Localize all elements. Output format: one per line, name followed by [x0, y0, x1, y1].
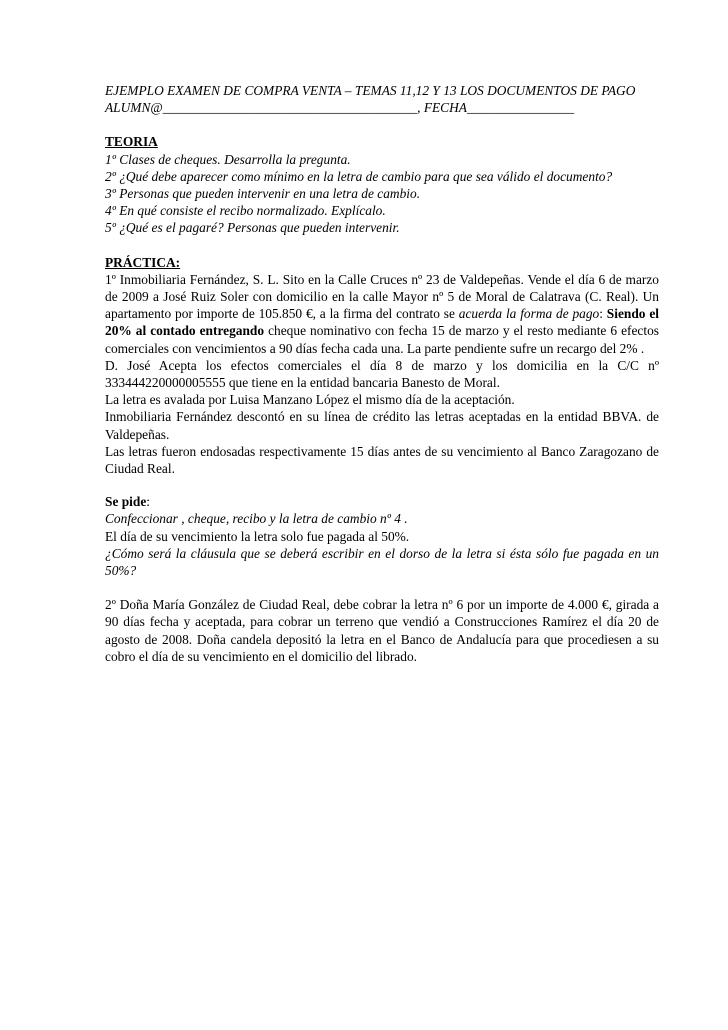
practica-paragraph-1	[105, 271, 659, 357]
practica-heading: PRÁCTICA:	[105, 254, 181, 270]
se-pide-item-2: El día de su vencimiento la letra solo fue pagada al 50%.	[105, 528, 410, 544]
ejercicio-2-paragraph: 2º Doña María González de Ciudad Real, debe cobrar la letra nº 6 por un importe de 4.000 €, girada a 90 días fecha y aceptada, para cobrar un terreno que vendió a Construcciones Ramírez el día 20 de agosto de 2008. Doña candela depositó la letra en el Banco de Andalucía para que procediesen a su cobro el día de su vencimiento en el domicilio del librado.	[105, 597, 659, 664]
se-pide-line	[105, 493, 659, 510]
teoria-question-3: 3º Personas que pueden intervenir en una letra de cambio.	[105, 186, 421, 202]
se-pide-colon: :	[146, 494, 151, 510]
practica-p1-text-e: cheque nominativo con fecha 15 de marzo y el resto mediante 6 efectos comerciales con vencimientos a 90 días fecha cada una. La parte pendiente sufre un recargo del 2% .	[105, 323, 659, 356]
teoria-question-5: 5º ¿Qué es el pagaré? Personas que pueden intervenir.	[105, 220, 400, 236]
student-date-line: ALUMN@______________________________________, FECHA________________	[105, 100, 575, 116]
document-page	[105, 82, 659, 665]
teoria-question-2: 2º ¿Qué debe aparecer como mínimo en la letra de cambio para que sea válido el documento?	[105, 168, 613, 184]
se-pide-heading: Se pide	[105, 494, 147, 510]
se-pide-item-3: ¿Cómo será la cláusula que se deberá escribir en el dorso de la letra si ésta sólo fue pagada en un 50%?	[105, 545, 659, 579]
practica-p1-payment-phrase: acuerda la forma de pago	[458, 306, 600, 322]
practica-paragraph-3: La letra es avalada por Luisa Manzano López el mismo día de la aceptación.	[105, 392, 515, 408]
se-pide-item-1: Confeccionar , cheque, recibo y la letra de cambio nº 4 .	[105, 511, 408, 527]
teoria-question-1: 1º Clases de cheques. Desarrolla la pregunta.	[105, 151, 351, 167]
practica-p1-text-a: 1º Inmobiliaria Fernández, S. L. Sito en la Calle Cruces nº 23 de Valdepeñas. Vende el día 6 de marzo de 2009 a José Ruiz Soler con domicilio en la calle Mayor nº 5 de Moral de Calatrava (C. Real). Un apartamento por importe de 105.850 €, a la firma del contrato se	[105, 271, 659, 322]
exam-title: EJEMPLO EXAMEN DE COMPRA VENTA – TEMAS 11,12 Y 13 LOS DOCUMENTOS DE PAGO	[105, 83, 636, 98]
practica-paragraph-5: Las letras fueron endosadas respectivamente 15 días antes de su vencimiento al Banco Zaragozano de Ciudad Real.	[105, 443, 659, 477]
practica-p1-bold-phrase: Siendo el 20% al contado entregando	[105, 306, 659, 339]
practica-paragraph-2: D. José Acepta los efectos comerciales el día 8 de marzo y los domicilia en la C/C nº 333444220000005555 que tiene en la entidad bancaria Banesto de Moral.	[105, 357, 659, 391]
practica-paragraph-4: Inmobiliaria Fernández descontó en su línea de crédito las letras aceptadas en la entidad BBVA. de Valdepeñas.	[105, 409, 659, 442]
teoria-question-4: 4º En qué consiste el recibo normalizado. Explícalo.	[105, 203, 386, 219]
teoria-heading: TEORIA	[105, 134, 158, 150]
practica-p1-colon: :	[599, 306, 607, 322]
